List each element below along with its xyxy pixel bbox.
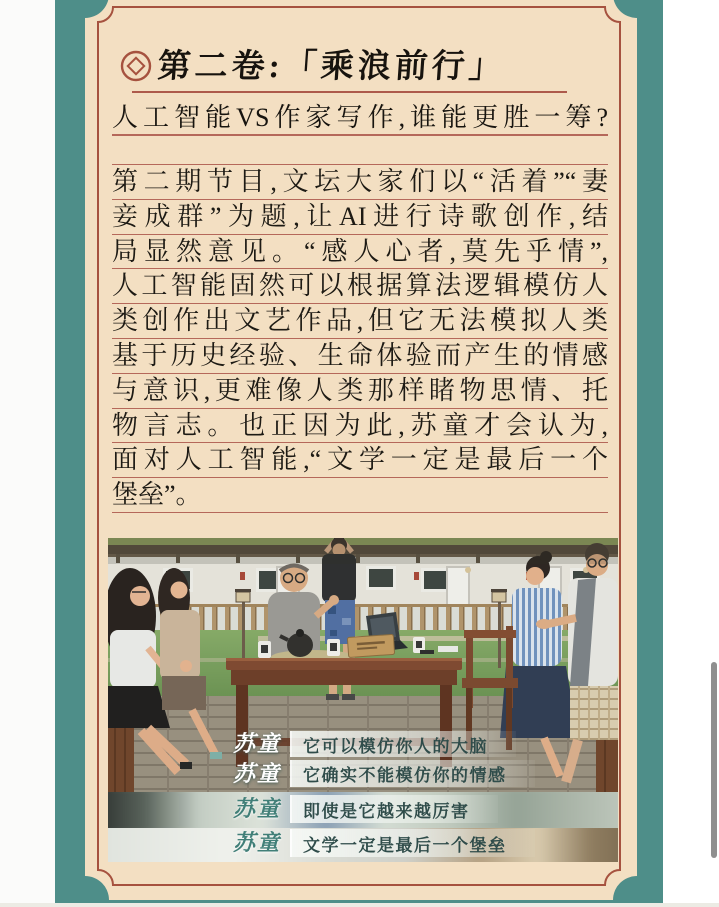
video-subtitle-strip: [108, 829, 618, 857]
article-line: 堡垒”。: [112, 478, 608, 513]
article-line: 局显然意见。“感人心者,莫先乎情”,: [112, 235, 608, 270]
speaker-name: 苏童: [233, 830, 282, 855]
article-line: 妾成群”为题,让AI进行诗歌创作,结: [112, 200, 608, 235]
diamond-in-circle-icon: [119, 49, 153, 83]
subtitle-text: 文学一定是最后一个堡垒: [290, 829, 535, 857]
article-line: 类创作出文艺作品,但它无法模拟人类: [112, 304, 608, 339]
page-bottom-margin: [0, 903, 719, 907]
video-subtitle-strip: [108, 760, 618, 787]
speaker-name: 苏童: [233, 760, 282, 786]
speaker-name: 苏童: [233, 731, 282, 756]
article-line: 人工智能固然可以根据算法逻辑模仿人: [112, 269, 608, 304]
article-subtitle: 人工智能VS作家写作,谁能更胜一筹?: [112, 101, 608, 136]
episode-photo: [108, 538, 618, 862]
speaker-name: 苏童: [233, 796, 282, 821]
ruled-line-empty: [112, 136, 608, 165]
page-title: 第二卷:「乘浪前行」: [156, 49, 508, 85]
page-left-margin: [0, 0, 55, 907]
video-subtitle-strip: [108, 731, 618, 757]
article-line: 面对人工智能,“文学一定是最后一个: [112, 443, 608, 478]
article-line: 与意识,更难像人类那样睹物思情、托: [112, 374, 608, 409]
article-body: [112, 136, 608, 513]
scrollbar-thumb[interactable]: [711, 662, 717, 858]
article-line: 基于历史经验、生命体验而产生的情感: [112, 339, 608, 374]
article-line: 物言志。也正因为此,苏童才会认为,: [112, 409, 608, 444]
title-underline: [132, 91, 567, 93]
subtitle-text: 它可以模仿你人的大脑: [290, 731, 516, 757]
article-line: 第二期节目,文坛大家们以“活着”“妻: [112, 165, 608, 200]
subtitle-text: 它确实不能模仿你的情感: [290, 760, 535, 787]
subtitle-text: 即使是它越来越厉害: [290, 795, 498, 823]
video-subtitle-strip: [108, 795, 618, 823]
